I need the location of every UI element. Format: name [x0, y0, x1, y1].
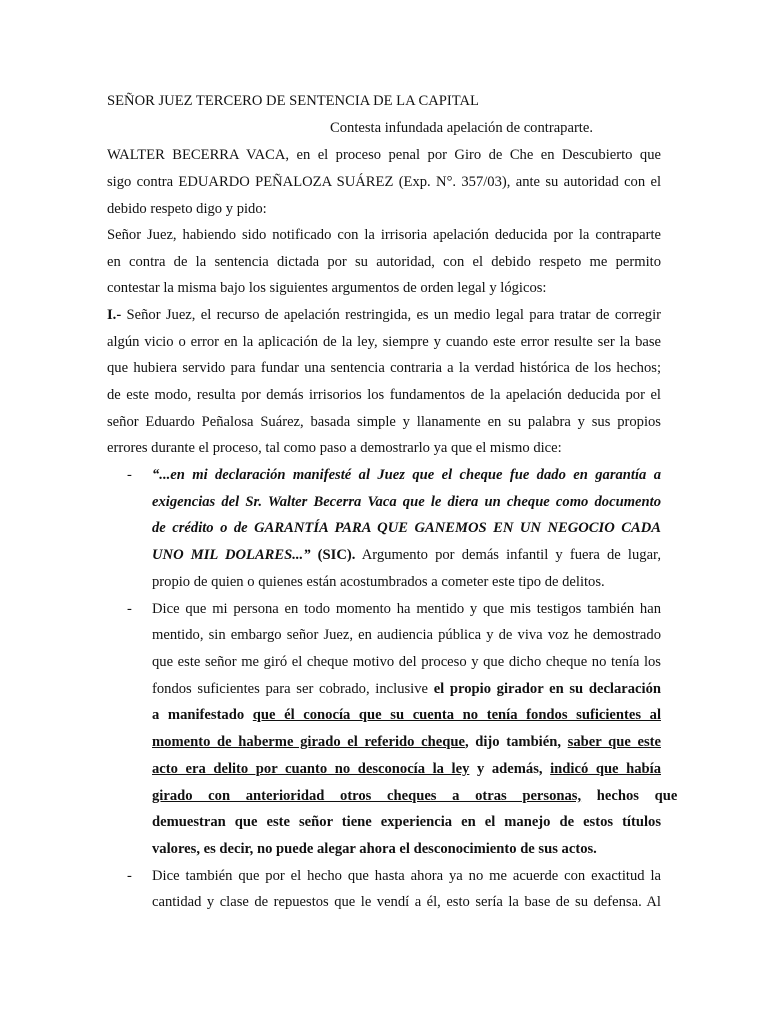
bullet-line: girado con anterioridad otros cheques a otras personas, hechos que [152, 788, 678, 804]
intro-line: sigo contra EDUARDO PEÑALOZA SUÁREZ (Exp. N°. 357/03), ante su autoridad con el [107, 174, 661, 190]
section-1-line: I.- Señor Juez, el recurso de apelación restringida, es un medio legal para tratar de corregir [107, 307, 661, 323]
quote-line: de crédito o de GARANTÍA PARA QUE GANEMOS EN UN NEGOCIO CADA [152, 520, 661, 536]
section-1-line: señor Eduardo Peñalosa Suárez, basada simple y llanamente en su palabra y sus propios [107, 414, 661, 430]
bullet-line: momento de haberme girado el referido cheque, dijo también, saber que este [152, 734, 661, 750]
bullet-line: mentido, sin embargo señor Juez, en audiencia pública y de viva voz he demostrado [152, 627, 661, 643]
bullet-marker: - [127, 467, 132, 483]
section-1-line: que hubiera servido para fundar una sentencia contraria a la verdad histórica de los hechos; [107, 360, 661, 376]
section-1-line: algún vicio o error en la aplicación de la ley, siempre y cuando este error resulte ser la base [107, 334, 661, 350]
intro-line: WALTER BECERRA VACA, en el proceso penal por Giro de Che en Descubierto que [107, 147, 661, 163]
section-1-line: errores durante el proceso, tal como paso a demostrarlo ya que el mismo dice: [107, 440, 562, 456]
bullet-line: que este señor me giró el cheque motivo del proceso y que dicho cheque no tenía los [152, 654, 661, 670]
bullet-line: Dice que mi persona en todo momento ha mentido y que mis testigos también han [152, 601, 661, 617]
section-1-line: de este modo, resulta por demás irrisorios los fundamentos de la apelación deducida por el [107, 387, 661, 403]
bullet-marker: - [127, 601, 132, 617]
bullet-line: propio de quien o quienes están acostumbrados a cometer este tipo de delitos. [152, 574, 605, 590]
bullet-line: a manifestado que él conocía que su cuenta no tenía fondos suficientes al [152, 707, 661, 723]
section-numeral: I.- [107, 307, 122, 323]
bullet-marker: - [127, 868, 132, 884]
bullet-line: acto era delito por cuanto no desconocía la ley y además, indicó que había [152, 761, 661, 777]
bullet-line: fondos suficientes para ser cobrado, inclusive el propio girador en su declaración [152, 681, 661, 697]
intro-line: debido respeto digo y pido: [107, 201, 267, 217]
paragraph-line: en contra de la sentencia dictada por su autoridad, con el debido respeto me permito [107, 254, 661, 270]
paragraph-line: Señor Juez, habiendo sido notificado con la irrisoria apelación deducida por la contraparte [107, 227, 661, 243]
quote-line: UNO MIL DOLARES...” (SIC). Argumento por demás infantil y fuera de lugar, [152, 547, 661, 563]
document-heading: SEÑOR JUEZ TERCERO DE SENTENCIA DE LA CAPITAL [107, 93, 479, 109]
sic-label: (SIC). [310, 547, 356, 563]
quote-line: exigencias del Sr. Walter Becerra Vaca que le diera un cheque como documento [152, 494, 661, 510]
document-subject: Contesta infundada apelación de contraparte. [330, 120, 593, 136]
paragraph-line: contestar la misma bajo los siguientes argumentos de orden legal y lógicos: [107, 280, 547, 296]
bullet-line: valores, es decir, no puede alegar ahora el desconocimiento de sus actos. [152, 841, 597, 857]
bullet-line: demuestran que este señor tiene experiencia en el manejo de estos títulos [152, 814, 661, 830]
bullet-line: Dice también que por el hecho que hasta ahora ya no me acuerde con exactitud la [152, 868, 661, 884]
bullet-line: cantidad y clase de repuestos que le vendí a él, esto sería la base de su defensa. Al [152, 894, 661, 910]
quote-line: “...en mi declaración manifesté al Juez que el cheque fue dado en garantía a [152, 467, 661, 483]
